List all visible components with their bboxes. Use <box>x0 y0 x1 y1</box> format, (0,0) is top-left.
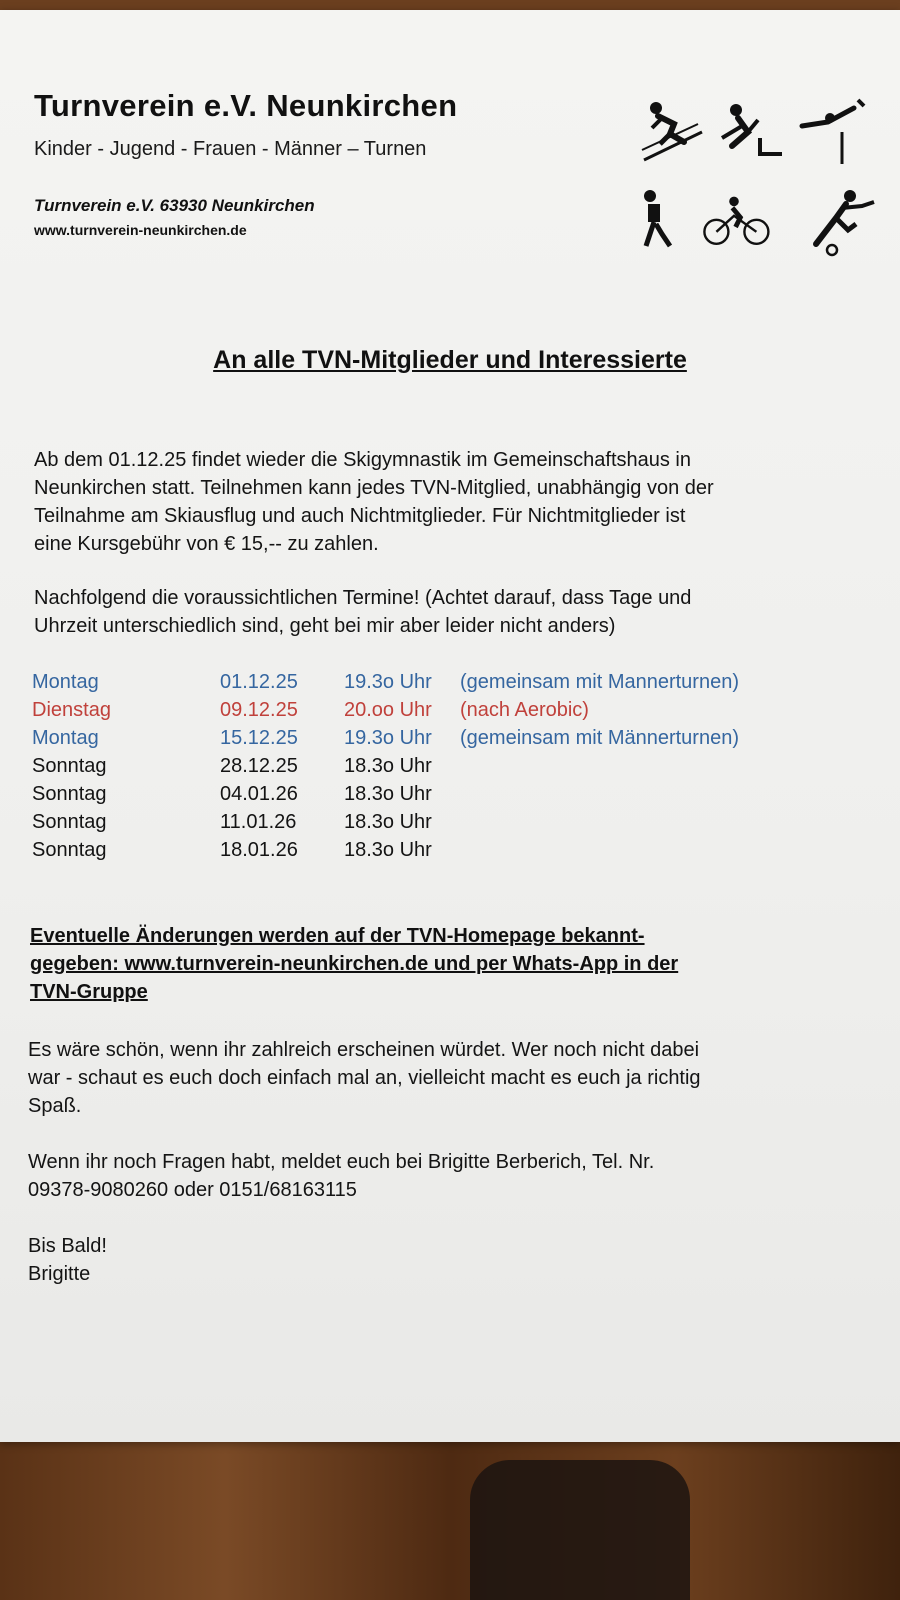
intro-line: eine Kursgebühr von € 15,-- zu zahlen. <box>34 533 379 555</box>
notice-line: gegeben: www.turnverein-neunkirchen.de und per Whats-App in der <box>30 953 679 975</box>
schedule-day: Sonntag <box>32 839 107 861</box>
intro-line: Teilnahme am Skiausflug und auch Nichtmitglieder. Für Nichtmitglieder ist <box>34 505 686 527</box>
schedule-intro-line: Uhrzeit unterschiedlich sind, geht bei mir aber leider nicht anders) <box>34 615 616 637</box>
schedule-note: (gemeinsam mit Männerturnen) <box>460 727 739 749</box>
schedule-row <box>32 752 892 780</box>
floor-shadow <box>470 1460 690 1600</box>
schedule-note: (nach Aerobic) <box>460 699 589 721</box>
schedule-table <box>32 668 892 864</box>
schedule-time: 18.3o Uhr <box>344 755 432 777</box>
org-website: www.turnverein-neunkirchen.de <box>34 222 247 238</box>
high-jump-icon <box>798 98 870 168</box>
schedule-date: 09.12.25 <box>220 699 298 721</box>
schedule-row <box>32 724 892 752</box>
intro-line: Ab dem 01.12.25 findet wieder die Skigymnastik im Gemeinschaftshaus in <box>34 449 692 471</box>
sport-icons <box>640 98 890 268</box>
schedule-time: 18.3o Uhr <box>344 839 432 861</box>
schedule-date: 01.12.25 <box>220 671 298 693</box>
schedule-row <box>32 668 892 696</box>
gymnastics-icon <box>718 98 790 168</box>
invite-line: Spaß. <box>28 1095 82 1117</box>
intro-paragraph <box>34 446 874 558</box>
closing <box>28 1232 868 1288</box>
schedule-intro <box>34 584 874 640</box>
schedule-time: 20.oo Uhr <box>344 699 432 721</box>
schedule-intro-line: Nachfolgend die voraussichtlichen Termine! (Achtet darauf, dass Tage und <box>34 587 692 609</box>
schedule-row <box>32 780 892 808</box>
schedule-day: Sonntag <box>32 811 107 833</box>
notice-line: Eventuelle Änderungen werden auf der TVN-Homepage bekannt- <box>30 925 645 947</box>
floor-background <box>0 1440 900 1600</box>
org-title: Turnverein e.V. Neunkirchen <box>34 88 458 123</box>
schedule-row <box>32 808 892 836</box>
schedule-row <box>32 696 892 724</box>
schedule-day: Montag <box>32 727 99 749</box>
football-icon <box>810 188 882 258</box>
intro-line: Neunkirchen statt. Teilnehmen kann jedes TVN-Mitglied, unabhängig von der <box>34 477 714 499</box>
invite-line: Es wäre schön, wenn ihr zahlreich erscheinen würdet. Wer noch nicht dabei <box>28 1039 700 1061</box>
contact-line: Wenn ihr noch Fragen habt, meldet euch bei Brigitte Berberich, Tel. Nr. <box>28 1151 655 1173</box>
schedule-date: 15.12.25 <box>220 727 298 749</box>
schedule-time: 19.3o Uhr <box>344 727 432 749</box>
schedule-day: Montag <box>32 671 99 693</box>
contact-line: 09378-9080260 oder 0151/68163115 <box>28 1179 357 1201</box>
schedule-date: 28.12.25 <box>220 755 298 777</box>
skiing-icon <box>640 98 712 168</box>
schedule-row <box>32 836 892 864</box>
invite-line: war - schaut es euch doch einfach mal an, vielleicht macht es euch ja richtig <box>28 1067 701 1089</box>
schedule-time: 18.3o Uhr <box>344 811 432 833</box>
schedule-day: Dienstag <box>32 699 111 721</box>
schedule-day: Sonntag <box>32 783 107 805</box>
org-address: Turnverein e.V. 63930 Neunkirchen <box>34 196 315 215</box>
schedule-time: 19.3o Uhr <box>344 671 432 693</box>
notice-line: TVN-Gruppe <box>30 981 148 1003</box>
cycling-icon <box>702 188 774 258</box>
org-subtitle: Kinder - Jugend - Frauen - Männer – Turnen <box>34 138 427 160</box>
schedule-date: 04.01.26 <box>220 783 298 805</box>
flyer-sheet <box>0 10 900 1442</box>
contact-paragraph <box>28 1148 868 1204</box>
schedule-note: (gemeinsam mit Mannerturnen) <box>460 671 739 693</box>
schedule-time: 18.3o Uhr <box>344 783 432 805</box>
changes-notice <box>30 922 890 1006</box>
closing-signature: Brigitte <box>28 1263 91 1285</box>
headline: An alle TVN-Mitglieder und Interessierte <box>213 346 687 374</box>
schedule-date: 18.01.26 <box>220 839 298 861</box>
schedule-day: Sonntag <box>32 755 107 777</box>
closing-greeting: Bis Bald! <box>28 1235 107 1257</box>
schedule-date: 11.01.26 <box>220 811 297 833</box>
invite-paragraph <box>28 1036 868 1120</box>
